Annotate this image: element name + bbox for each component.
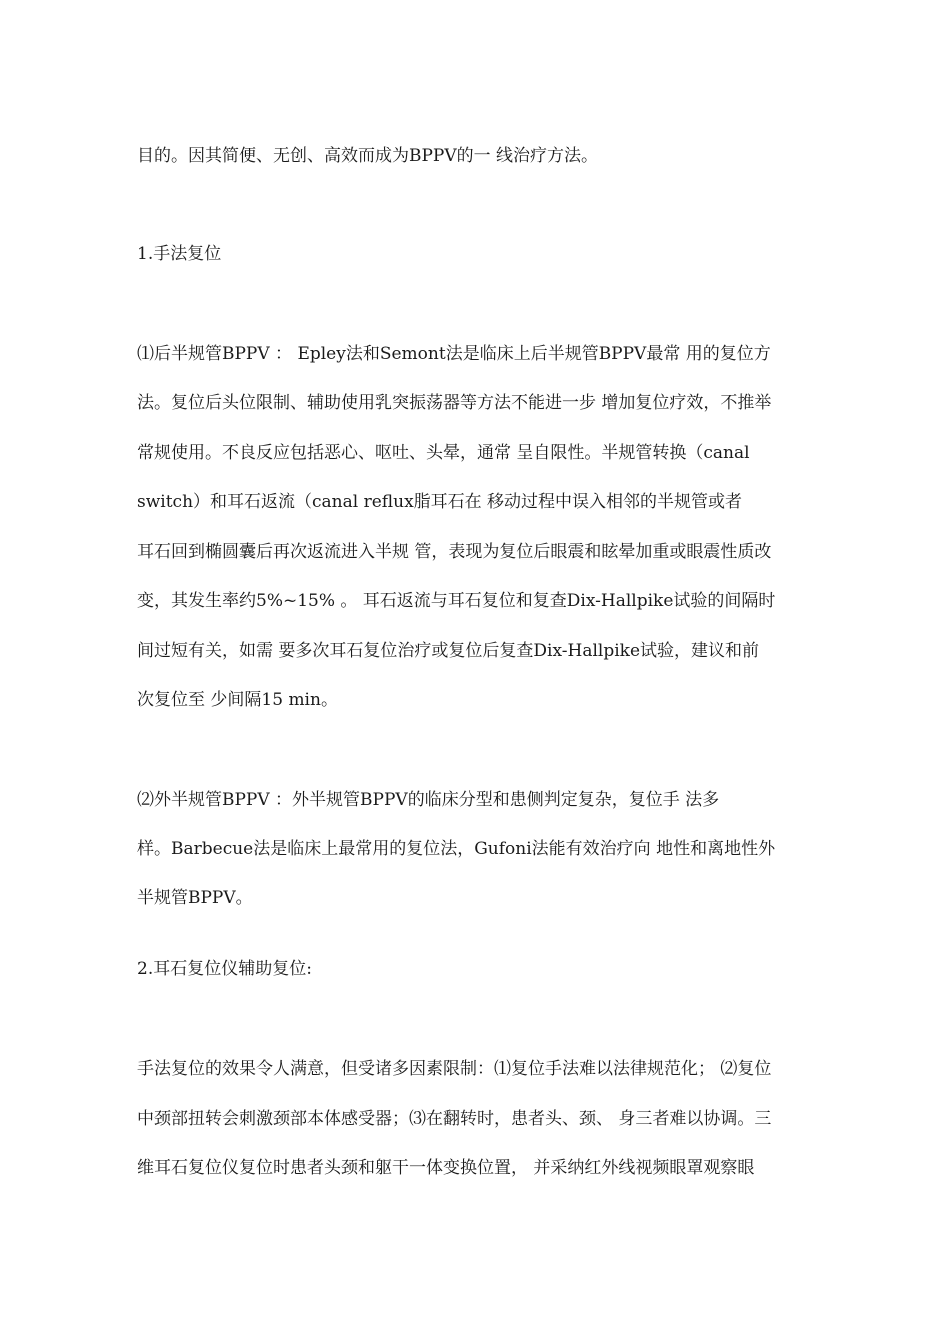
paragraph-device-line-3: 维耳石复位仪复位时患者头颈和躯干一体变换位置， 并采纳红外线视频眼罩观察眼 bbox=[137, 1158, 755, 1178]
paragraph-posterior-canal-line-1: ⑴后半规管BPPV ： Epley法和Semont法是临床上后半规管BPPV最常 用的复位方 bbox=[137, 344, 771, 364]
paragraph-horizontal-canal-line-1: ⑵外半规管BPPV ：外半规管BPPV的临床分型和患侧判定复杂，复位手 法多 bbox=[137, 790, 720, 810]
paragraph-posterior-canal-line-3: 常规使用。不良反应包括恶心、呕吐、头晕，通常 呈自限性。半规管转换（canal bbox=[137, 443, 750, 463]
paragraph-posterior-canal-line-7: 间过短有关，如需 要多次耳石复位治疗或复位后复查Dix-Hallpike试验，建议和前 bbox=[137, 641, 760, 661]
paragraph-posterior-canal-line-8: 次复位至 少间隔15 min。 bbox=[137, 690, 338, 710]
paragraph-posterior-canal-line-6: 变，其发生率约5%~15% 。 耳石返流与耳石复位和复查Dix-Hallpike试验的间隔时 bbox=[137, 591, 776, 611]
section-heading-manual-reduction: 1.手法复位 bbox=[137, 244, 222, 264]
paragraph-horizontal-canal-line-3: 半规管BPPV。 bbox=[137, 888, 253, 908]
paragraph-horizontal-canal-line-2: 样。Barbecue法是临床上最常用的复位法，Gufoni法能有效治疗向 地性和离地性外 bbox=[137, 839, 776, 859]
paragraph-posterior-canal-line-2: 法。复位后头位限制、辅助使用乳突振荡器等方法不能进一步 增加复位疗效，不推举 bbox=[137, 393, 772, 413]
paragraph-intro-line: 目的。因其简便、无创、高效而成为BPPV的一 线治疗方法。 bbox=[137, 146, 599, 166]
paragraph-posterior-canal-line-5: 耳石回到椭圆囊后再次返流进入半规 管，表现为复位后眼震和眩晕加重或眼震性质改 bbox=[137, 542, 772, 562]
paragraph-posterior-canal-line-4: switch）和耳石返流（canal reflux脂耳石在 移动过程中误入相邻的半规管或者 bbox=[137, 492, 743, 512]
paragraph-device-line-1: 手法复位的效果令人满意，但受诸多因素限制：⑴复位手法难以法律规范化； ⑵复位 bbox=[137, 1059, 772, 1079]
section-heading-device-reduction: 2.耳石复位仪辅助复位: bbox=[137, 959, 312, 979]
paragraph-device-line-2: 中颈部扭转会刺激颈部本体感受器；⑶在翻转时，患者头、颈、 身三者难以协调。三 bbox=[137, 1109, 772, 1129]
